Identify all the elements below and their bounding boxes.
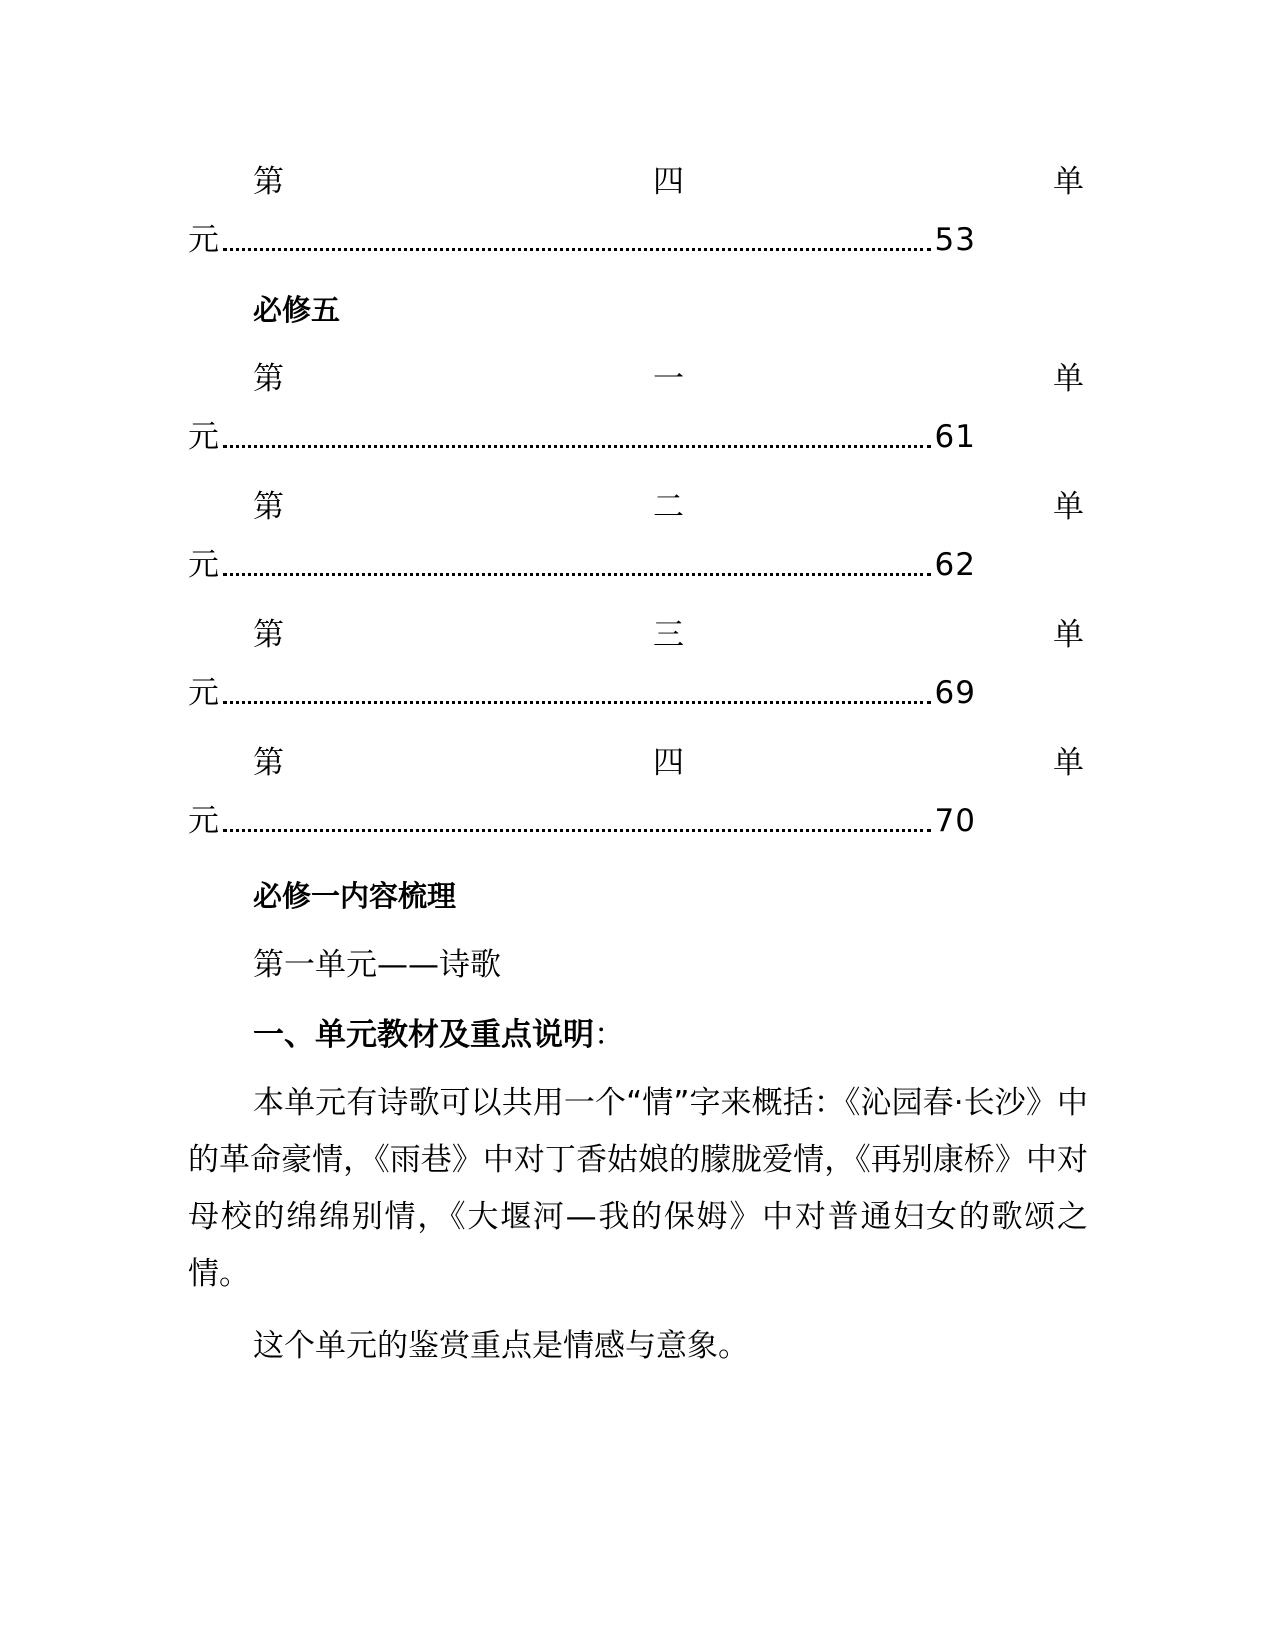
toc-entry[interactable]	[0, 160, 1275, 280]
toc-leader-line	[188, 415, 976, 459]
toc-word: 第	[253, 617, 284, 653]
toc-word: 第	[253, 164, 284, 200]
toc-page-number: 62	[934, 547, 976, 583]
toc-word: 单	[1053, 164, 1084, 200]
body-paragraph: 本单元有诗歌可以共用一个“情”字来概括：《沁园春·长沙》中的革命豪情，《雨巷》中对丁香姑娘的朦胧爱情，《再别康桥》中对母校的绵绵别情，《大堰河—我的保姆》中对普通妇女的歌颂之情。	[188, 1085, 1088, 1292]
toc-entry[interactable]	[0, 613, 1275, 733]
section-title: 必修一内容梳理	[253, 879, 457, 913]
dot-leader	[223, 573, 931, 576]
toc-entry[interactable]	[0, 485, 1275, 605]
toc-word: 单	[1053, 489, 1084, 525]
toc-word: 一	[653, 361, 684, 397]
point-colon: ：	[594, 1017, 625, 1053]
toc-page-number: 70	[934, 803, 976, 839]
dot-leader	[223, 829, 931, 832]
toc-word: 二	[653, 489, 684, 525]
toc-leader-line	[188, 218, 976, 262]
dot-leader	[223, 248, 931, 251]
toc-word: 单	[1053, 745, 1084, 781]
toc-word: 单	[1053, 617, 1084, 653]
dot-leader	[223, 701, 931, 704]
toc-word: 第	[253, 745, 284, 781]
toc-entry[interactable]	[0, 357, 1275, 477]
toc-word: 元	[188, 803, 219, 839]
toc-word: 第	[253, 489, 284, 525]
toc-leader-line	[188, 671, 976, 715]
toc-word: 四	[653, 164, 684, 200]
toc-word: 元	[188, 222, 219, 258]
point-label: 一、单元教材及重点说明	[253, 1017, 594, 1053]
toc-word: 元	[188, 419, 219, 455]
toc-section-heading: 必修五	[253, 293, 341, 327]
toc-word: 三	[653, 617, 684, 653]
toc-word: 四	[653, 745, 684, 781]
dot-leader	[223, 445, 931, 448]
toc-word: 元	[188, 547, 219, 583]
toc-entry[interactable]	[0, 741, 1275, 861]
toc-leader-line	[188, 543, 976, 587]
toc-word: 第	[253, 361, 284, 397]
toc-word: 元	[188, 675, 219, 711]
point-heading	[253, 1013, 625, 1057]
toc-page-number: 53	[934, 222, 976, 258]
toc-page-number: 69	[934, 675, 976, 711]
unit-title: 第一单元——诗歌	[253, 947, 501, 983]
toc-word: 单	[1053, 361, 1084, 397]
toc-leader-line	[188, 799, 976, 843]
toc-page-number: 61	[934, 419, 976, 455]
body-paragraph: 这个单元的鉴赏重点是情感与意象。	[253, 1328, 749, 1364]
